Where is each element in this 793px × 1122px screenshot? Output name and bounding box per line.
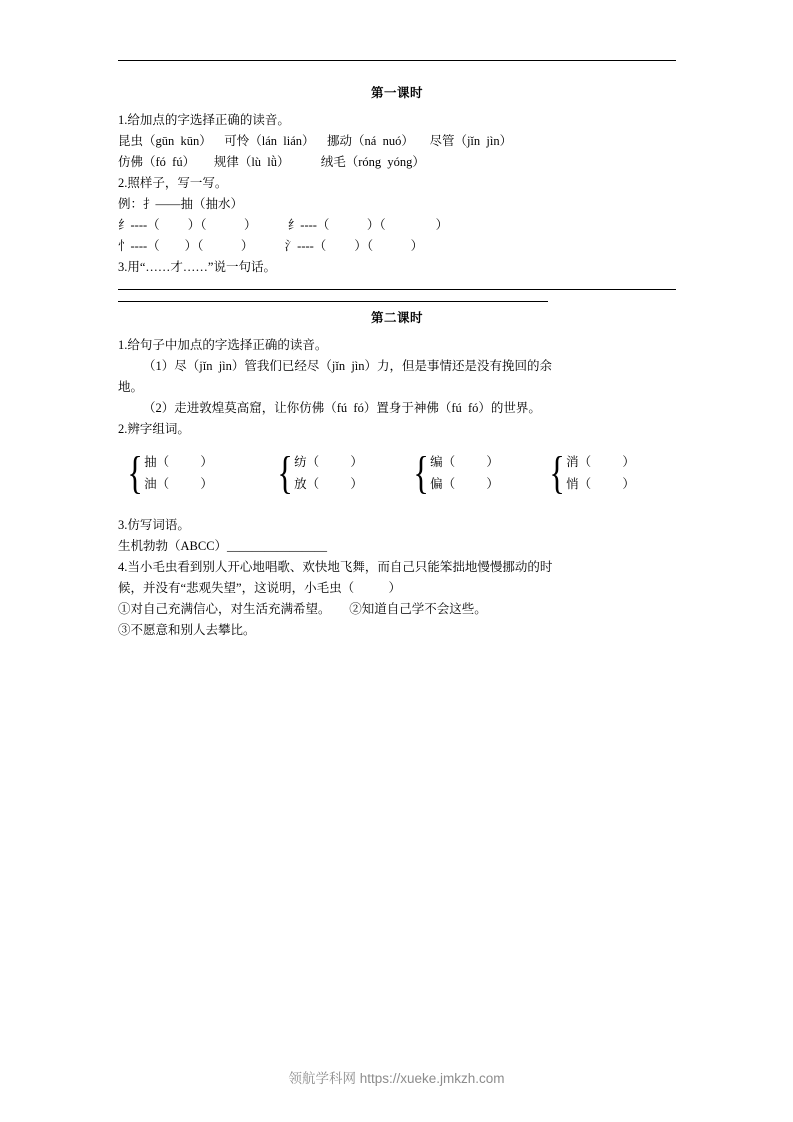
watermark: 领航学科网 https://xueke.jmkzh.com <box>288 1071 505 1086</box>
answer-blank-line-2 <box>118 301 548 302</box>
lesson2-question-2: 2.辨字组词。 <box>118 422 190 436</box>
lesson2-q3-item: 生机勃勃（ABCC）________________ <box>118 539 328 553</box>
lesson1-question-2: 2.照样子，写一写。 <box>118 176 228 190</box>
lesson2-q4-option-3: ③不愿意和别人去攀比。 <box>118 623 256 637</box>
lesson2-question-3: 3.仿写词语。 <box>118 518 190 532</box>
pair-2-bottom: 放（ ） <box>294 477 363 491</box>
brace-icon: { <box>127 447 143 498</box>
lesson1-q2-row-2: 忄----（ ）（ ） 氵----（ ）（ ） <box>118 239 424 253</box>
character-pairs-row <box>118 447 676 498</box>
pair-2-top: 纺（ ） <box>294 455 363 469</box>
lesson1-q1-line-2: 仿佛（fó fú） 规律（lù lǜ） 绒毛（róng yóng） <box>118 155 425 169</box>
pair-1-top: 抽（ ） <box>144 455 213 469</box>
answer-blank-line-1 <box>118 289 676 290</box>
brace-icon: { <box>413 447 429 498</box>
brace-icon: { <box>549 447 565 498</box>
lesson2-q4-options-1-2: ①对自己充满信心，对生活充满希望。 ②知道自己学不会这些。 <box>118 602 487 616</box>
character-pair-group-4 <box>546 447 676 498</box>
character-pair-group-1 <box>124 447 274 498</box>
lesson1-question-1: 1.给加点的字选择正确的读音。 <box>118 113 290 127</box>
lesson1-question-3: 3.用“……才……”说一句话。 <box>118 260 276 274</box>
lesson2-q1-item-2: （2）走进敦煌莫高窟，让你仿佛（fú fó）置身于神佛（fú fó）的世界。 <box>143 401 541 415</box>
document-content <box>118 60 676 641</box>
lesson2-q4-cont: 候，并没有“悲观失望”，这说明，小毛虫（ ） <box>118 581 401 595</box>
pair-4-bottom: 悄（ ） <box>566 477 635 491</box>
lesson1-q2-row-1: 纟----（ ）（ ） 纟----（ ）（ ） <box>118 218 449 232</box>
brace-icon: { <box>277 447 293 498</box>
pair-3-top: 编（ ） <box>430 455 499 469</box>
lesson2-q1-item-1-cont: 地。 <box>118 380 144 394</box>
character-pair-group-2 <box>274 447 410 498</box>
pair-3-bottom: 偏（ ） <box>430 477 499 491</box>
lesson2-q1-item-1: （1）尽（jǐn jìn）管我们已经尽（jǐn jìn）力，但是事情还是没有挽回的余 <box>143 359 553 373</box>
pair-4-top: 消（ ） <box>566 455 635 469</box>
lesson2-question-4: 4.当小毛虫看到别人开心地唱歌、欢快地飞舞，而自己只能笨拙地慢慢挪动的时 <box>118 560 553 574</box>
pair-1-bottom: 油（ ） <box>144 477 213 491</box>
lesson2-question-1: 1.给句子中加点的字选择正确的读音。 <box>118 338 328 352</box>
character-pair-group-3 <box>410 447 546 498</box>
header-divider <box>118 60 676 61</box>
lesson-2-title: 第二课时 <box>370 311 423 325</box>
lesson1-q2-example: 例：扌——抽（抽水） <box>118 197 244 211</box>
lesson1-q1-line-1: 昆虫（gūn kūn） 可怜（lán lián） 挪动（ná nuó） 尽管（jǐn jìn） <box>118 134 513 148</box>
lesson-1-title: 第一课时 <box>370 86 423 100</box>
